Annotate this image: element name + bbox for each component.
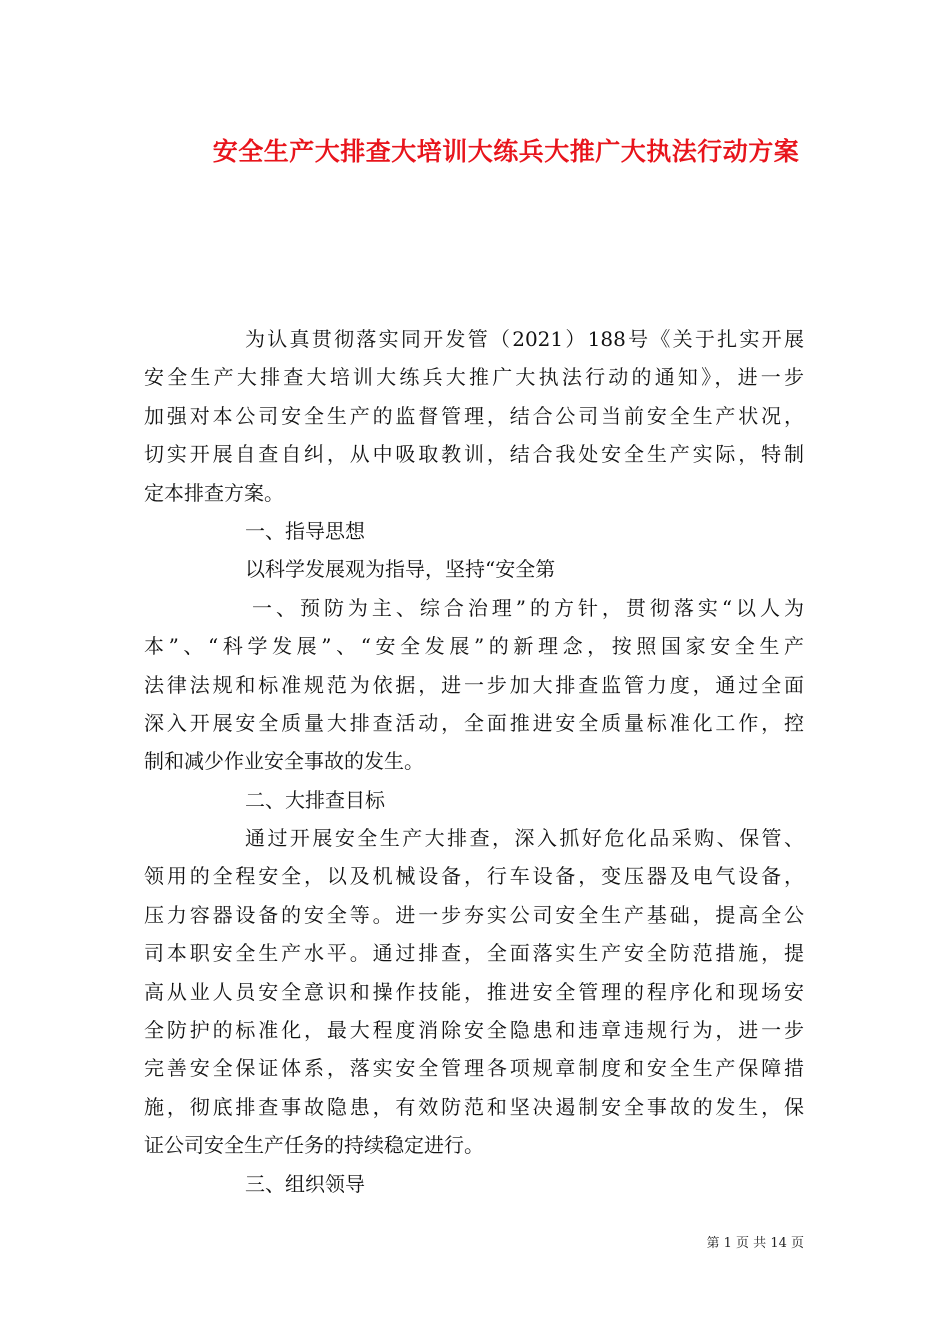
- paragraph-line: 证公司安全生产任务的持续稳定进行。: [144, 1133, 484, 1158]
- paragraph-line: 本”、“科学发展”、“安全发展”的新理念，按照国家安全生产: [144, 634, 804, 659]
- paragraph-line: 切实开展自查自纠，从中吸取教训，结合我处安全生产实际，特制: [144, 442, 804, 467]
- paragraph-line: 制和减少作业安全事故的发生。: [144, 749, 424, 774]
- paragraph-line: 一、预防为主、综合治理”的方针，贯彻落实“以人为: [252, 595, 804, 620]
- paragraph-line: 压力容器设备的安全等。进一步夯实公司安全生产基础，提高全公: [144, 902, 804, 927]
- section-heading: 二、大排查目标: [245, 787, 385, 812]
- paragraph-line: 司本职安全生产水平。通过排查，全面落实生产安全防范措施，提: [144, 941, 804, 966]
- paragraph-line: 以科学发展观为指导，坚持“安全第: [245, 557, 556, 582]
- section-heading: 一、指导思想: [245, 518, 365, 543]
- paragraph-line: 定本排查方案。: [144, 480, 284, 505]
- document-body: [144, 320, 804, 1203]
- paragraph-line: 施，彻底排查事故隐患，有效防范和坚决遏制安全事故的发生，保: [144, 1094, 804, 1119]
- paragraph-line: 完善安全保证体系，落实安全管理各项规章制度和安全生产保障措: [144, 1056, 804, 1081]
- paragraph-line: 深入开展安全质量大排查活动，全面推进安全质量标准化工作，控: [144, 710, 804, 735]
- section-heading: 三、组织领导: [245, 1171, 365, 1196]
- paragraph-line: 通过开展安全生产大排查，深入抓好危化品采购、保管、: [245, 826, 804, 851]
- page-number: 第 1 页 共 14 页: [706, 1236, 804, 1251]
- paragraph-line: 安全生产大排查大培训大练兵大推广大执法行动的通知》，进一步: [144, 365, 804, 390]
- paragraph-line: 为认真贯彻落实同开发管（2021）188号《关于扎实开展: [245, 327, 804, 351]
- paragraph-line: 加强对本公司安全生产的监督管理，结合公司当前安全生产状况，: [144, 403, 804, 428]
- paragraph-line: 领用的全程安全，以及机械设备，行车设备，变压器及电气设备，: [144, 864, 804, 889]
- document-title: 安全生产大排查大培训大练兵大推广大执法行动方案: [212, 137, 800, 166]
- paragraph-line: 高从业人员安全意识和操作技能，推进安全管理的程序化和现场安: [144, 979, 804, 1004]
- paragraph-line: 全防护的标准化，最大程度消除安全隐患和违章违规行为，进一步: [144, 1018, 804, 1043]
- paragraph-line: 法律法规和标准规范为依据，进一步加大排查监管力度，通过全面: [144, 672, 804, 697]
